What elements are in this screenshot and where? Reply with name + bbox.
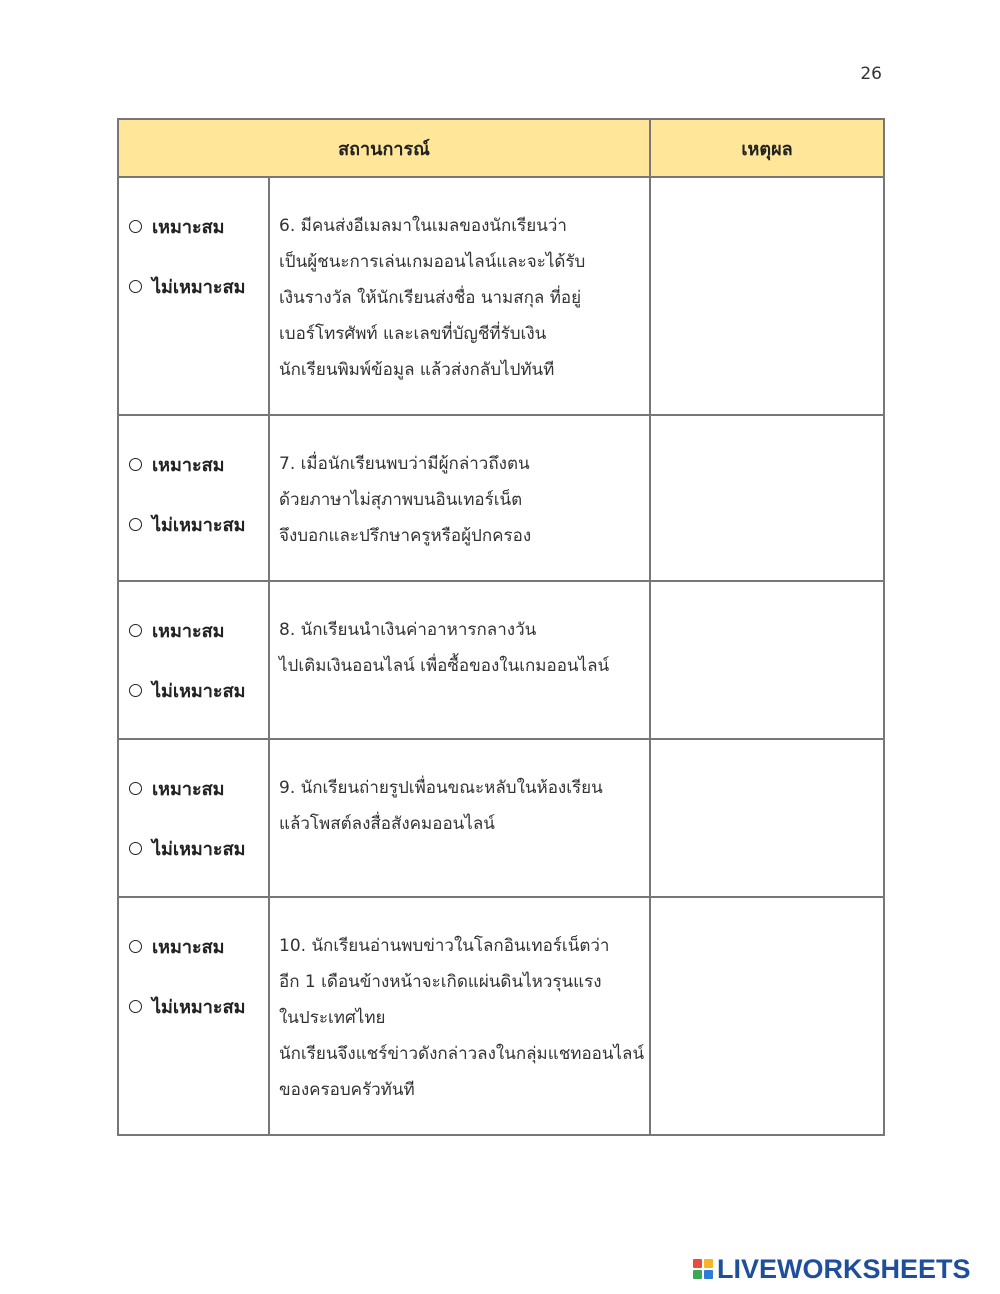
header-situation: สถานการณ์ <box>118 119 650 177</box>
table-header-row <box>118 119 884 177</box>
option-label: เหมาะสม <box>152 778 225 800</box>
situation-text-line: เงินรางวัล ให้นักเรียนส่งชื่อ นามสกุล ที่อยู่ <box>279 288 582 308</box>
brand-text: LIVEWORKSHEETS <box>717 1254 971 1284</box>
radio-circle-icon[interactable] <box>129 1000 142 1013</box>
situation-text-line: นักเรียนพิมพ์ข้อมูล แล้วส่งกลับไปทันที <box>279 360 555 380</box>
reason-cell <box>650 415 884 581</box>
situation-text-line: อีก 1 เดือนข้างหน้าจะเกิดแผ่นดินไหวรุนแรง <box>279 972 602 992</box>
option-label: ไม่เหมาะสม <box>152 514 246 536</box>
reason-answer-field[interactable] <box>651 416 883 470</box>
situation-cell <box>269 415 650 581</box>
reason-cell <box>650 581 884 739</box>
option-label: ไม่เหมาะสม <box>152 680 246 702</box>
option-label: เหมาะสม <box>152 620 225 642</box>
radio-circle-icon[interactable] <box>129 940 142 953</box>
options-cell <box>118 897 269 1135</box>
logo-square-icon <box>704 1259 713 1268</box>
situation-cell <box>269 739 650 897</box>
situation-text-line: ไปเติมเงินออนไลน์ เพื่อซื้อของในเกมออนไลน์ <box>279 656 610 676</box>
reason-answer-field[interactable] <box>651 740 883 794</box>
logo-square-icon <box>693 1259 702 1268</box>
situation-text-line: ในประเทศไทย <box>279 1008 386 1028</box>
table-row <box>118 897 884 1135</box>
situation-text-line: จึงบอกและปรึกษาครูหรือผู้ปกครอง <box>279 526 532 546</box>
liveworksheets-logo-icon <box>693 1259 713 1279</box>
option-label: ไม่เหมาะสม <box>152 838 246 860</box>
option-label: เหมาะสม <box>152 454 225 476</box>
option-inappropriate[interactable] <box>129 992 268 1020</box>
reason-answer-field[interactable] <box>651 898 883 952</box>
table-row <box>118 739 884 897</box>
radio-circle-icon[interactable] <box>129 518 142 531</box>
option-appropriate[interactable] <box>129 616 268 644</box>
situation-text-line: 8. นักเรียนนำเงินค่าอาหารกลางวัน <box>279 620 537 640</box>
option-inappropriate[interactable] <box>129 834 268 862</box>
table-row <box>118 415 884 581</box>
radio-circle-icon[interactable] <box>129 684 142 697</box>
options-cell <box>118 739 269 897</box>
page-number: 26 <box>860 64 882 84</box>
logo-square-icon <box>693 1270 702 1279</box>
situation-text-line: 9. นักเรียนถ่ายรูปเพื่อนขณะหลับในห้องเรียน <box>279 778 603 798</box>
radio-circle-icon[interactable] <box>129 842 142 855</box>
option-appropriate[interactable] <box>129 212 268 240</box>
situation-cell <box>269 897 650 1135</box>
table-row <box>118 581 884 739</box>
situation-table <box>117 118 885 1136</box>
table-row <box>118 177 884 415</box>
option-appropriate[interactable] <box>129 774 268 802</box>
situation-text-line: 10. นักเรียนอ่านพบข่าวในโลกอินเทอร์เน็ตว่า <box>279 936 610 956</box>
options-cell <box>118 415 269 581</box>
situation-text-line: 7. เมื่อนักเรียนพบว่ามีผู้กล่าวถึงตน <box>279 454 530 474</box>
option-label: ไม่เหมาะสม <box>152 276 246 298</box>
radio-circle-icon[interactable] <box>129 220 142 233</box>
options-cell <box>118 177 269 415</box>
option-inappropriate[interactable] <box>129 272 268 300</box>
option-appropriate[interactable] <box>129 932 268 960</box>
situation-text-line: เบอร์โทรศัพท์ และเลขที่บัญชีที่รับเงิน <box>279 324 547 344</box>
situation-cell <box>269 177 650 415</box>
option-label: เหมาะสม <box>152 936 225 958</box>
logo-square-icon <box>704 1270 713 1279</box>
options-cell <box>118 581 269 739</box>
reason-answer-field[interactable] <box>651 582 883 636</box>
header-reason: เหตุผล <box>650 119 884 177</box>
option-appropriate[interactable] <box>129 450 268 478</box>
situation-text-line: ด้วยภาษาไม่สุภาพบนอินเทอร์เน็ต <box>279 490 523 510</box>
reason-cell <box>650 739 884 897</box>
option-label: เหมาะสม <box>152 216 225 238</box>
situation-text-line: นักเรียนจึงแชร์ข่าวดังกล่าวลงในกลุ่มแชทออนไลน์ <box>279 1044 645 1064</box>
liveworksheets-logo <box>693 1255 971 1283</box>
reason-cell <box>650 897 884 1135</box>
situation-cell <box>269 581 650 739</box>
reason-cell <box>650 177 884 415</box>
situation-text-line: ของครอบครัวทันที <box>279 1080 415 1100</box>
radio-circle-icon[interactable] <box>129 782 142 795</box>
option-inappropriate[interactable] <box>129 510 268 538</box>
situation-text-line: แล้วโพสต์ลงสื่อสังคมออนไลน์ <box>279 814 495 834</box>
reason-answer-field[interactable] <box>651 178 883 232</box>
option-label: ไม่เหมาะสม <box>152 996 246 1018</box>
radio-circle-icon[interactable] <box>129 458 142 471</box>
radio-circle-icon[interactable] <box>129 280 142 293</box>
situation-text-line: เป็นผู้ชนะการเล่นเกมออนไลน์และจะได้รับ <box>279 252 586 272</box>
option-inappropriate[interactable] <box>129 676 268 704</box>
situation-text-line: 6. มีคนส่งอีเมลมาในเมลของนักเรียนว่า <box>279 216 567 236</box>
radio-circle-icon[interactable] <box>129 624 142 637</box>
